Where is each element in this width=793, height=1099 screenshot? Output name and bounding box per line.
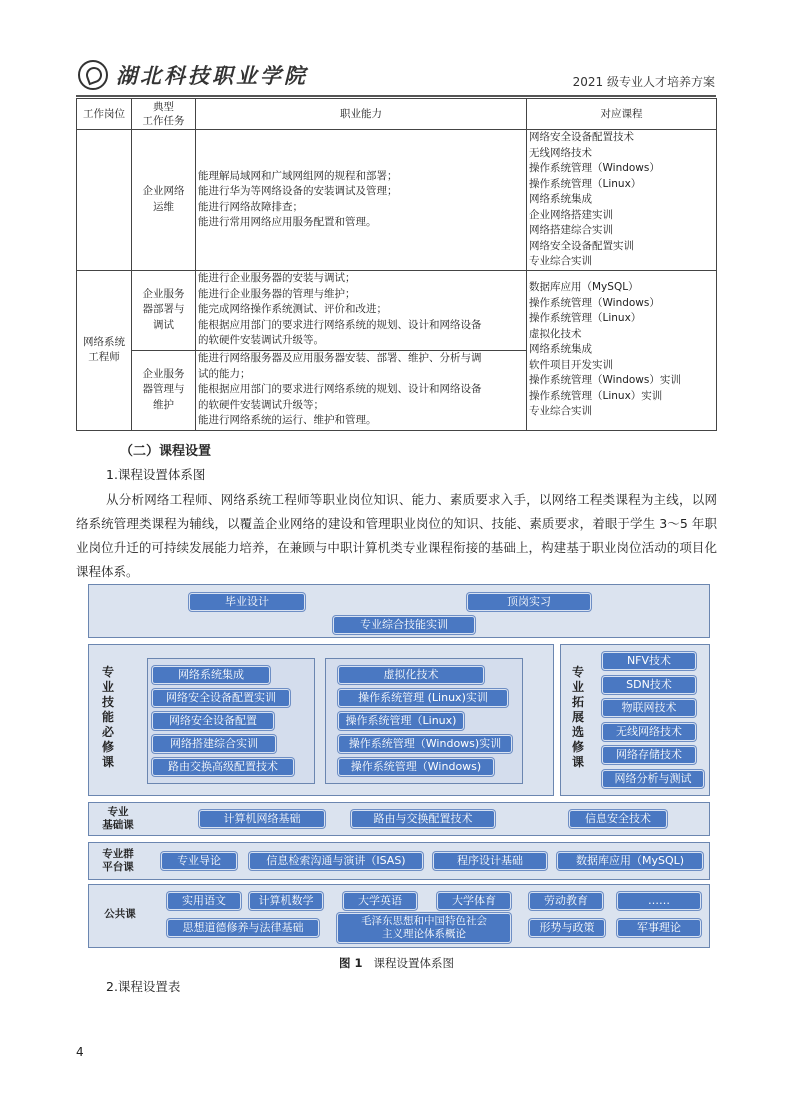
course-pill: 路由交换高级配置技术 xyxy=(152,758,294,776)
elective-label: 专 业 拓 展 选 修 课 xyxy=(571,665,584,769)
task-cell: 企业服务 器管理与 维护 xyxy=(132,350,196,430)
course-pill: 网络系统集成 xyxy=(152,666,270,684)
body-paragraph: 从分析网络工程师、网络系统工程师等职业岗位知识、能力、素质要求入手，以网络工程类课程为主线，以网络系统管理类课程为辅线，以覆盖企业网络的建设和管理职业岗位的知识、技能、素质要求，着眼于学生 3～5 年职业岗位升迁的可持续发展能力培养，在兼顾与中职计算机类专业课程衔接的基础上，构建基于职业岗位活动的项目化课程体系。 xyxy=(76,492,717,579)
course-cell xyxy=(527,130,717,271)
course-pill: 劳动教育 xyxy=(529,892,603,910)
school-name: 湖北科技职业学院 xyxy=(116,63,308,88)
post-cell: 网络系统 工程师 xyxy=(77,270,132,430)
course-line: 操作系统管理（Linux） xyxy=(529,312,642,325)
school-seal-icon xyxy=(78,60,108,90)
header-ability: 职业能力 xyxy=(196,99,527,130)
course-pill: 大学体育 xyxy=(437,892,511,910)
task-cell: 企业网络 运维 xyxy=(132,130,196,271)
ability-line: 能进行常用网络应用服务配置和管理。 xyxy=(198,216,377,229)
table-row xyxy=(77,130,717,271)
course-pill: 数据库应用（MySQL) xyxy=(557,852,703,870)
course-pill: …… xyxy=(617,892,701,910)
subsection-heading: 2.课程设置表 xyxy=(106,979,181,994)
header-logo xyxy=(78,60,308,90)
course-pill: NFV技术 xyxy=(602,652,696,670)
course-line: 软件项目开发实训 xyxy=(529,358,613,371)
course-pill: 虚拟化技术 xyxy=(338,666,484,684)
course-pill: 网络安全设备配置实训 xyxy=(152,689,290,707)
course-line: 无线网络技术 xyxy=(529,146,592,159)
course-pill: 网络搭建综合实训 xyxy=(152,735,276,753)
ability-line: 的软硬件安装调试升级等； xyxy=(198,398,324,411)
course-pill: 网络安全设备配置 xyxy=(152,712,274,730)
header-task-label: 典型 工作任务 xyxy=(142,101,185,127)
public-band xyxy=(88,884,710,948)
subsection-heading: 1.课程设置体系图 xyxy=(106,467,206,482)
platform-band xyxy=(88,842,710,880)
course-pill: 物联网技术 xyxy=(602,699,696,717)
course-line: 网络系统集成 xyxy=(529,193,592,205)
ability-line: 试的能力； xyxy=(198,367,251,380)
header-post: 工作岗位 xyxy=(77,99,132,130)
course-pill: 思想道德修养与法律基础 xyxy=(167,919,319,937)
course-pill: 程序设计基础 xyxy=(433,852,547,870)
course-line: 操作系统管理（Windows） xyxy=(529,296,660,309)
page-number: 4 xyxy=(76,1045,84,1059)
course-system-diagram xyxy=(80,582,717,952)
ability-cell xyxy=(196,130,527,271)
course-pill: 实用语文 xyxy=(167,892,241,910)
course-pill: 操作系统管理（Linux) xyxy=(338,712,464,730)
table-row xyxy=(77,270,717,350)
table-header-row xyxy=(77,99,717,130)
post-cell xyxy=(77,130,132,271)
course-line: 网络系统集成 xyxy=(529,343,592,356)
course-line: 操作系统管理（Linux）实训 xyxy=(529,389,663,402)
course-line: 专业综合实训 xyxy=(529,255,592,267)
course-pill: 网络分析与测试 xyxy=(602,770,704,788)
course-pill: 顶岗实习 xyxy=(467,593,591,611)
basic-label: 专业 基础课 xyxy=(102,806,134,831)
course-pill: 计算机网络基础 xyxy=(199,810,325,828)
ability-line: 能进行网络故障排查； xyxy=(198,200,303,213)
ability-line: 能进行华为等网络设备的安装调试及管理； xyxy=(198,185,398,198)
header-task xyxy=(132,99,196,130)
course-line: 操作系统管理（Windows）实训 xyxy=(529,374,681,387)
header-divider xyxy=(76,95,716,97)
course-pill: 毕业设计 xyxy=(189,593,305,611)
course-pill: SDN技术 xyxy=(602,676,696,694)
task-cell: 企业服务 器部署与 调试 xyxy=(132,270,196,350)
basic-band xyxy=(88,802,710,836)
public-label: 公共课 xyxy=(104,908,136,920)
course-cell xyxy=(527,270,717,430)
ability-line: 的软硬件安装调试升级等。 xyxy=(198,334,324,347)
figure-number: 图 1 xyxy=(339,956,363,970)
course-line: 网络安全设备配置技术 xyxy=(529,131,634,143)
ability-line: 能进行企业服务器的安装与调试； xyxy=(198,272,356,285)
ability-line: 能进行企业服务器的管理与维护； xyxy=(198,287,356,300)
header-course: 对应课程 xyxy=(527,99,717,130)
top-band xyxy=(88,584,710,638)
course-pill: 大学英语 xyxy=(343,892,417,910)
document-title: 2021 级专业人才培养方案 xyxy=(572,75,715,89)
course-pill: 网络存储技术 xyxy=(602,746,696,764)
course-pill: 路由与交换配置技术 xyxy=(351,810,495,828)
ability-line: 能进行网络服务器及应用服务器安装、部署、维护、分析与调 xyxy=(198,352,482,365)
course-line: 网络搭建综合实训 xyxy=(529,224,613,236)
figure-caption xyxy=(0,955,793,971)
ability-line: 能进行网络系统的运行、维护和管理。 xyxy=(198,414,377,427)
ability-cell xyxy=(196,270,527,350)
ability-line: 能理解局域网和广域网组网的规程和部署； xyxy=(198,169,398,182)
course-pill: 军事理论 xyxy=(617,919,701,937)
competency-table xyxy=(76,98,717,431)
course-line: 网络安全设备配置实训 xyxy=(529,239,634,252)
course-pill: 计算机数学 xyxy=(249,892,323,910)
course-pill: 信息检索沟通与演讲（ISAS) xyxy=(249,852,423,870)
course-line: 操作系统管理（Linux） xyxy=(529,177,642,190)
course-pill: 形势与政策 xyxy=(529,919,605,937)
course-line: 专业综合实训 xyxy=(529,405,592,418)
course-pill: 毛泽东思想和中国特色社会 主义理论体系概论 xyxy=(337,913,511,943)
figure-caption-text: 课程设置体系图 xyxy=(373,956,454,970)
course-pill: 信息安全技术 xyxy=(569,810,667,828)
section-heading: （二）课程设置 xyxy=(120,444,212,459)
ability-cell xyxy=(196,350,527,430)
course-pill: 专业综合技能实训 xyxy=(333,616,475,634)
platform-label: 专业群 平台课 xyxy=(102,848,134,873)
course-line: 操作系统管理（Windows） xyxy=(529,162,660,174)
course-pill: 无线网络技术 xyxy=(602,723,696,741)
course-line: 虚拟化技术 xyxy=(529,327,582,340)
core-label: 专 业 技 能 必 修 课 xyxy=(101,665,114,769)
course-line: 企业网络搭建实训 xyxy=(529,208,613,221)
ability-line: 能根据应用部门的要求进行网络系统的规划、设计和网络设备 xyxy=(198,383,482,396)
course-pill: 操作系统管理 (Linux)实训 xyxy=(338,689,508,707)
course-pill: 操作系统管理（Windows) xyxy=(338,758,494,776)
ability-line: 能根据应用部门的要求进行网络系统的规划、设计和网络设备 xyxy=(198,318,482,331)
course-pill: 操作系统管理（Windows)实训 xyxy=(338,735,512,753)
ability-line: 能完成网络操作系统测试、评价和改进； xyxy=(198,303,387,316)
course-line: 数据库应用（MySQL） xyxy=(529,281,639,294)
course-pill: 专业导论 xyxy=(161,852,237,870)
